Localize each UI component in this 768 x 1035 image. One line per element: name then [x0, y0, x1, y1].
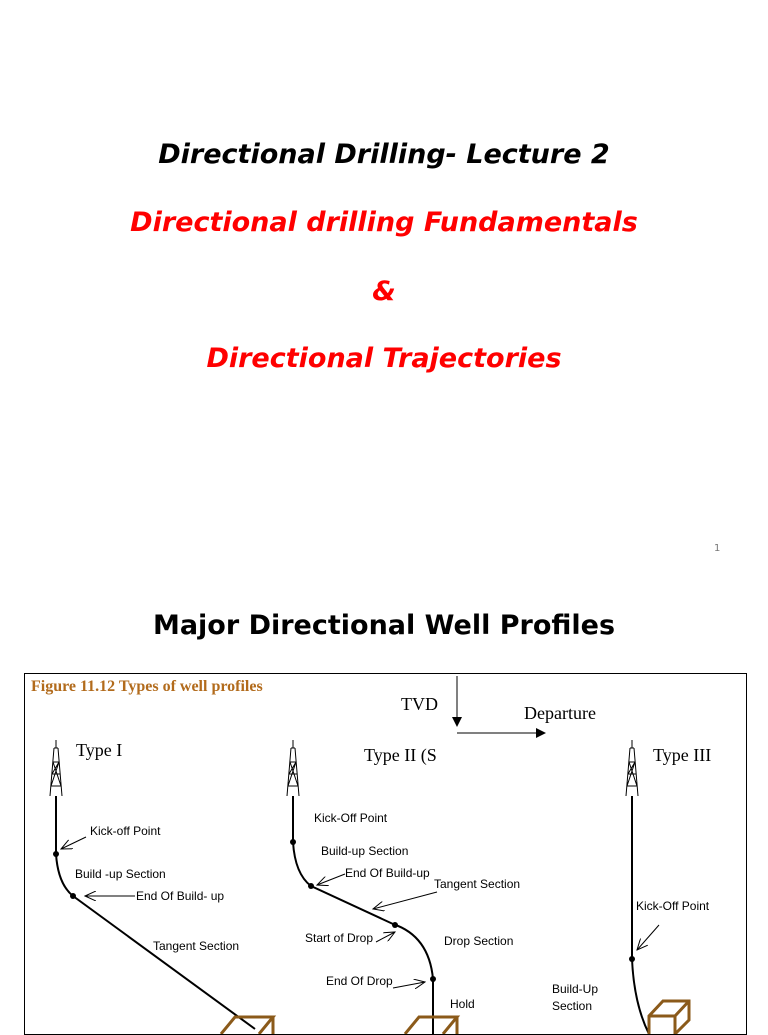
derrick-icon — [626, 740, 638, 796]
type2-title: Type II (S — [364, 745, 437, 765]
figure-caption: Figure 11.12 Types of well profiles — [31, 678, 263, 695]
type2-drop-label: Drop Section — [444, 934, 514, 948]
derrick-icon — [287, 740, 299, 796]
type1-kickoff-point — [53, 851, 59, 857]
type1-tangent-label: Tangent Section — [153, 939, 240, 953]
well-profiles-diagram — [25, 674, 746, 1034]
slide-2 — [0, 572, 768, 1024]
type2-start-drop-label: Start of Drop — [305, 931, 374, 945]
trajectories-subtitle: Directional Trajectories — [206, 343, 562, 374]
type2-end-buildup-label: End Of Build-up — [345, 866, 430, 880]
well-profiles-figure — [24, 673, 747, 1035]
type2-tangent-label: Tangent Section — [434, 877, 521, 891]
type1-kickoff-label: Kick-off Point — [90, 824, 161, 838]
fundamentals-subtitle: Directional drilling Fundamentals — [130, 207, 638, 238]
type1-title: Type I — [76, 740, 123, 760]
type2-buildup-label: Build-up Section — [321, 844, 409, 858]
type2-kickoff-label: Kick-Off Point — [314, 811, 388, 825]
type2-start-drop-point — [392, 922, 398, 928]
type2-end-drop-point — [430, 976, 436, 982]
departure-label: Departure — [524, 703, 596, 723]
type2-kickoff-point — [290, 839, 296, 845]
tvd-label: TVD — [401, 694, 438, 714]
type3-title: Type III — [653, 745, 712, 765]
target-box-icon — [405, 1017, 457, 1034]
type1-buildup-label: Build -up Section — [75, 867, 166, 881]
type2-end-drop-label: End Of Drop — [326, 974, 393, 988]
target-box-icon — [649, 1001, 689, 1034]
lecture-title: Directional Drilling- Lecture 2 — [158, 139, 610, 170]
type2-trajectory — [293, 796, 433, 1034]
type3-trajectory — [632, 796, 649, 1034]
type3-kickoff-label: Kick-Off Point — [636, 899, 710, 913]
page-number: 1 — [714, 543, 721, 554]
type3-buildup-label-line1: Build-Up — [552, 982, 599, 996]
type2-hold-label: Hold — [450, 997, 475, 1011]
target-box-icon — [221, 1017, 273, 1034]
profiles-title: Major Directional Well Profiles — [152, 610, 616, 641]
ampersand: & — [372, 276, 396, 307]
derrick-icon — [50, 740, 62, 796]
type3-kickoff-point — [629, 956, 635, 962]
type1-end-buildup-point — [70, 893, 76, 899]
type1-end-buildup-label: End Of Build- up — [136, 889, 225, 903]
type3-buildup-label-line2: Section — [552, 999, 593, 1013]
type2-end-buildup-point — [308, 883, 314, 889]
